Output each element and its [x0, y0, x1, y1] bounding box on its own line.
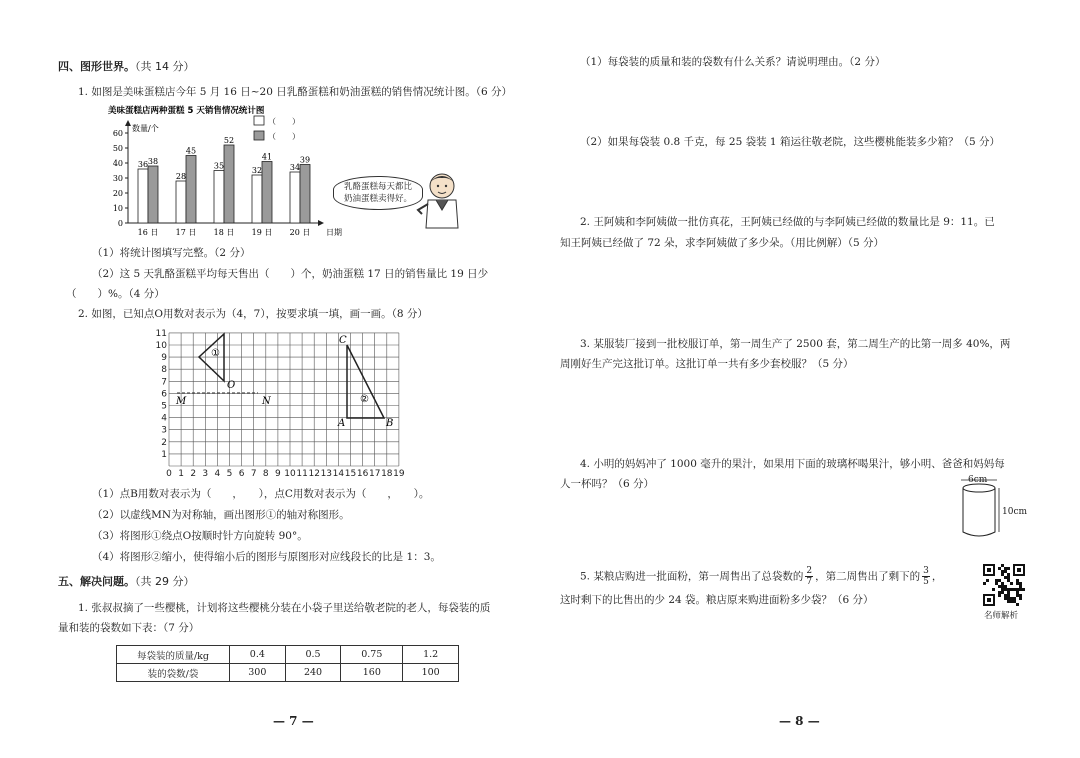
point-n-label: N: [262, 396, 271, 407]
figure-1-label: ①: [211, 348, 220, 359]
y-grid-label: 7: [161, 377, 167, 388]
qr-module: [1019, 585, 1022, 588]
qr-module: [1007, 594, 1010, 597]
bar-value-label: 28: [175, 172, 187, 181]
qr-module: [998, 594, 1001, 597]
qr-module: [1016, 594, 1019, 597]
right-question-3b: 周刚好生产完这批订单。这批订单一共有多少套校服？（5 分）: [560, 358, 854, 370]
legend-entry: （ ）: [268, 117, 300, 126]
question-2-sub1: （1）点B用数对表示为（ ， ），点C用数对表示为（ ， ）。: [92, 488, 430, 500]
point-b-label: B: [386, 418, 394, 429]
y-axis-label: 数量/个: [132, 124, 159, 133]
y-grid-label: 5: [161, 401, 167, 412]
qr-module: [1001, 588, 1004, 591]
x-grid-label: 15: [344, 469, 357, 479]
y-tick-label: 10: [112, 204, 123, 213]
qr-module: [1016, 588, 1019, 591]
coordinate-grid: [152, 326, 422, 478]
bar-value-label: 45: [185, 146, 197, 156]
qr-module: [1019, 594, 1022, 597]
table-cell: 100: [403, 664, 459, 682]
bar-value-label: 36: [137, 160, 149, 169]
x-axis-arrow: [318, 220, 324, 226]
qr-module: [1004, 570, 1007, 573]
qr-finder: [1017, 568, 1021, 572]
cherry-table: [116, 645, 459, 682]
qr-module: [1010, 588, 1013, 591]
point-c-label: C: [339, 335, 347, 346]
question-2-text: 2. 如图，已知点O用数对表示为（4，7），按要求填一填，画一画。（8 分）: [78, 308, 428, 320]
legend-swatch: [254, 131, 264, 140]
qr-module: [998, 567, 1001, 570]
x-grid-label: 5: [226, 469, 233, 479]
y-grid-label: 1: [161, 449, 167, 460]
qr-module: [1010, 582, 1013, 585]
figure-2-label: ②: [360, 394, 369, 405]
bar: [176, 181, 186, 223]
bar: [148, 166, 158, 223]
right-question-5b: 这时剩下的比售出的少 24 袋。粮店原来购进面粉多少袋？（6 分）: [560, 594, 874, 606]
right-question-2a: 2. 王阿姨和李阿姨做一批仿真花，王阿姨已经做的与李阿姨已经做的数量比是 9：11。已: [580, 216, 995, 228]
qr-module: [995, 579, 998, 582]
question-1-sub2a: （2）这 5 天乳酪蛋糕平均每天售出（ ）个，奶油蛋糕 17 日的销售量比 19 日少: [92, 268, 489, 280]
x-tick-label: 16 日: [137, 228, 159, 237]
qr-module: [992, 588, 995, 591]
x-axis-label: 日期: [326, 228, 342, 237]
x-grid-label: 10: [284, 469, 296, 479]
qr-module: [998, 591, 1001, 594]
table-cell: 160: [341, 664, 403, 682]
qr-module: [1007, 600, 1010, 603]
bar-value-label: 52: [223, 136, 235, 145]
x-grid-label: 8: [262, 469, 269, 479]
qr-module: [1001, 582, 1004, 585]
x-grid-label: 17: [368, 469, 381, 479]
bar-value-label: 38: [147, 157, 159, 166]
cup-height-label: 10cm: [1002, 507, 1028, 517]
bar-value-label: 39: [299, 155, 311, 165]
qr-module: [1013, 600, 1016, 603]
qr-module: [1016, 582, 1019, 585]
bar-value-label: 34: [289, 163, 301, 172]
right-question-1a: （1）每袋装的质量和装的袋数有什么关系？请说明理由。（2 分）: [580, 56, 886, 68]
question-2-sub2: （2）以虚线MN为对称轴，画出图形①的轴对称图形。: [92, 509, 350, 521]
qr-module: [1019, 582, 1022, 585]
x-grid-label: 16: [356, 469, 369, 479]
boy-illustration: [412, 170, 472, 232]
right-question-2b: 知王阿姨已经做了 72 朵，求李阿姨做了多少朵。（用比例解）（5 分）: [560, 237, 885, 249]
y-tick-label: 0: [117, 219, 123, 228]
bar: [138, 169, 148, 223]
x-grid-label: 0: [166, 469, 172, 479]
right-question-4a: 4. 小明的妈妈冲了 1000 毫升的果汁，如果用下面的玻璃杯喝果汁，够小明、爸爸和妈妈每: [580, 458, 1005, 470]
x-grid-label: 9: [275, 469, 281, 479]
qr-module: [1001, 591, 1004, 594]
point-o-label: O: [227, 380, 236, 391]
y-grid-label: 4: [161, 413, 167, 424]
question-1-sub1: （1）将统计图填写完整。（2 分）: [92, 247, 251, 259]
point-a-label: A: [338, 418, 346, 429]
bar: [300, 165, 310, 224]
qr-module: [1007, 576, 1010, 579]
x-grid-label: 19: [393, 469, 405, 479]
fraction-3-5: $\frac{3}{5}$: [923, 566, 929, 587]
question-2-sub3: （3）将图形①绕点O按顺时针方向旋转 90°。: [92, 530, 308, 542]
question-1-text: 1. 如图是美味蛋糕店今年 5 月 16 日~20 日乳酪蛋糕和奶油蛋糕的销售情况统计图。（6 分）: [78, 86, 513, 98]
qr-module: [1004, 597, 1007, 600]
qr-module: [1001, 564, 1004, 567]
y-grid-label: 6: [161, 389, 167, 400]
qr-module: [1013, 588, 1016, 591]
x-grid-label: 12: [308, 469, 320, 479]
right-question-5a: 5. 某粮店购进一批面粉，第一周售出了总袋数的 $\frac{2}{7}$ ，第二周售出了剩下的 $\frac{3}{5}$ ，: [580, 566, 943, 587]
bar: [186, 156, 196, 224]
bar-chart: [108, 104, 342, 237]
table-cell: 0.75: [341, 646, 403, 664]
x-grid-label: 18: [381, 469, 393, 479]
qr-finder: [987, 598, 991, 602]
bar-value-label: 41: [261, 152, 273, 162]
qr-module: [1004, 588, 1007, 591]
qr-module: [1007, 588, 1010, 591]
question-1-sub2b: （ ）%。（4 分）: [66, 288, 165, 300]
qr-module: [1010, 600, 1013, 603]
right-question-3a: 3. 某服装厂接到一批校服订单，第一周生产了 2500 套，第二周生产的比第一周多 40%，两: [580, 338, 1011, 350]
qr-code: [983, 564, 1025, 606]
section-5-title: 五、解决问题。（共 29 分）: [58, 575, 195, 588]
table-cell: 每袋装的质量/kg: [117, 646, 230, 664]
table-cell: 0.4: [230, 646, 286, 664]
bar-value-label: 32: [251, 166, 263, 175]
qr-module: [986, 579, 989, 582]
table-cell: 240: [285, 664, 341, 682]
qr-module: [1001, 573, 1004, 576]
legend-swatch: [254, 116, 264, 125]
speech-bubble: 乳酪蛋糕每天都比 奶油蛋糕卖得好。: [333, 176, 423, 210]
x-grid-label: 11: [296, 469, 308, 479]
bar: [290, 172, 300, 223]
page-number-left: — 7 —: [273, 714, 314, 728]
question-2-sub4: （4）将图形②缩小，使得缩小后的图形与原图形对应线段长的比是 1：3。: [92, 551, 441, 563]
qr-module: [1007, 597, 1010, 600]
qr-module: [1013, 597, 1016, 600]
y-tick-label: 20: [112, 189, 123, 198]
y-tick-label: 40: [112, 159, 123, 168]
point-m-label: M: [176, 396, 187, 407]
qr-module: [1004, 594, 1007, 597]
x-grid-label: 14: [332, 469, 345, 479]
section-4-title: 四、图形世界。（共 14 分）: [58, 60, 195, 73]
bar: [224, 145, 234, 223]
qr-module: [1007, 573, 1010, 576]
qr-module: [1019, 597, 1022, 600]
y-tick-label: 30: [112, 174, 123, 183]
table-row: [117, 646, 459, 664]
bar: [214, 171, 224, 224]
qr-module: [1016, 591, 1019, 594]
right-question-4b: 人一杯吗？（6 分）: [560, 478, 655, 490]
question-3-text-1: 1. 张叔叔摘了一些樱桃，计划将这些樱桃分装在小袋子里送给敬老院的老人，每袋装的质: [78, 602, 491, 614]
qr-module: [1010, 597, 1013, 600]
qr-module: [1007, 591, 1010, 594]
y-axis-arrow: [125, 120, 131, 126]
bar: [262, 162, 272, 224]
x-grid-label: 6: [238, 469, 245, 479]
qr-module: [1007, 579, 1010, 582]
qr-module: [1004, 585, 1007, 588]
qr-module: [1004, 567, 1007, 570]
qr-module: [1001, 570, 1004, 573]
qr-module: [995, 582, 998, 585]
legend-entry: （ ）: [268, 132, 300, 141]
y-grid-label: 8: [161, 365, 167, 376]
table-cell: 0.5: [285, 646, 341, 664]
qr-label: 名师解析: [984, 611, 1019, 621]
y-grid-label: 9: [161, 353, 167, 364]
y-grid-label: 11: [155, 328, 167, 339]
x-tick-label: 20 日: [289, 228, 311, 237]
x-grid-label: 4: [214, 469, 221, 479]
x-grid-label: 1: [178, 469, 184, 479]
table-row: [117, 664, 459, 682]
x-tick-label: 19 日: [251, 228, 273, 237]
x-grid-label: 13: [320, 469, 333, 479]
y-tick-label: 50: [112, 144, 123, 153]
qr-module: [1004, 576, 1007, 579]
bar-value-label: 35: [213, 161, 225, 171]
qr-module: [1007, 567, 1010, 570]
fraction-2-7: $\frac{2}{7}$: [806, 566, 813, 587]
y-grid-label: 3: [161, 425, 167, 436]
table-cell: 300: [230, 664, 286, 682]
y-grid-label: 2: [161, 437, 167, 448]
qr-module: [1022, 588, 1025, 591]
y-tick-label: 60: [112, 129, 123, 138]
question-3-text-2: 量和装的袋数如下表：（7 分）: [58, 622, 200, 634]
qr-module: [983, 582, 986, 585]
cup-width-label: 6cm: [968, 475, 988, 485]
qr-module: [1001, 585, 1004, 588]
chart-title: 美味蛋糕店两种蛋糕 5 天销售情况统计图: [108, 106, 265, 116]
bar: [252, 175, 262, 223]
x-tick-label: 17 日: [175, 228, 197, 237]
table-cell: 1.2: [403, 646, 459, 664]
qr-module: [998, 579, 1001, 582]
qr-finder: [987, 568, 991, 572]
x-grid-label: 3: [202, 469, 209, 479]
x-grid-label: 7: [250, 469, 257, 479]
x-grid-label: 2: [190, 469, 197, 479]
qr-module: [1016, 579, 1019, 582]
qr-module: [1016, 603, 1019, 606]
page-number-right: — 8 —: [779, 714, 820, 728]
table-cell: 装的袋数/袋: [117, 664, 230, 682]
right-question-1b: （2）如果每袋装 0.8 千克，每 25 袋装 1 箱运往敬老院，这些樱桃能装多少箱？（5 分）: [580, 136, 1000, 148]
qr-module: [998, 585, 1001, 588]
qr-module: [1019, 588, 1022, 591]
x-tick-label: 18 日: [213, 228, 235, 237]
y-grid-label: 10: [155, 341, 167, 351]
